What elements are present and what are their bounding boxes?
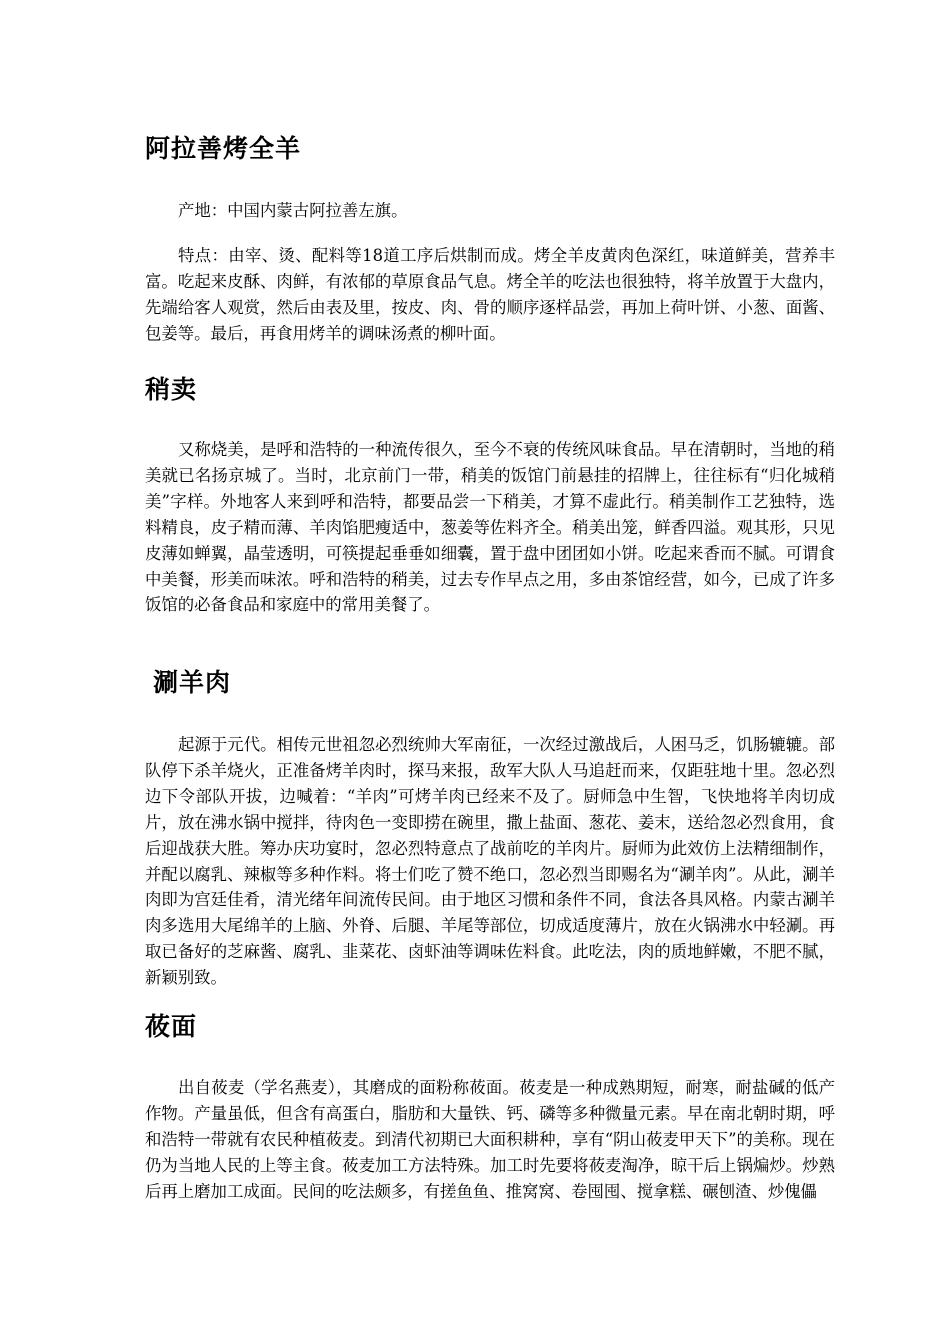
section-title-hot-pot-lamb: 涮羊肉 <box>153 668 232 697</box>
section-title-roast-lamb: 阿拉善烤全羊 <box>145 134 302 163</box>
paragraph-oat-noodles: 出自莜麦（学名燕麦），其磨成的面粉称莜面。莜麦是一种成熟期短，耐寒，耐盐碱的低产作物。产量虽低，但含有高蛋白，脂肪和大量铁、钙、磷等多种微量元素。早在南北朝时期，呼和浩特一带就有农民种植莜麦。到清代初期已大面积耕种，享有“阴山莜麦甲天下”的美称。现在仍为当地人民的上等主食。莜麦加工方法特殊。加工时先要将莜麦淘净，晾干后上锅煸炒。炒熟后再上磨加工成面。民间的吃法颇多，有搓鱼鱼、推窝窝、卷囤囤、搅拿糕、碾刨渣、炒傀儡 <box>145 1078 835 1201</box>
section-title-oat-noodles: 莜面 <box>145 1012 198 1041</box>
paragraph-hot-pot-lamb: 起源于元代。相传元世祖忽必烈统帅大军南征，一次经过激战后，人困马乏，饥肠辘辘。部队停下杀羊烧火，正准备烤羊肉时，探马来报，敌军大队人马追赶而来，仅距驻地十里。忽必烈边下令部队开拔，边喊着：“羊肉”可烤羊肉已经来不及了。厨师急中生智，飞快地将羊肉切成片，放在沸水锅中搅拌，待肉色一变即捞在碗里，撒上盐面、葱花、姜末，送给忽必烈食用，食后迎战获大胜。筹办庆功宴时，忽必烈特意点了战前吃的羊肉片。厨师为此效仿上法精细制作，并配以腐乳、辣椒等多种作料。将士们吃了赞不绝口，忽必烈当即赐名为“涮羊肉”。从此，涮羊肉即为宫廷佳肴，清光绪年间流传民间。由于地区习惯和条件不同，食法各具风格。内蒙古涮羊肉多选用大尾绵羊的上脑、外脊、后腿、羊尾等部位，切成适度薄片，放在火锅沸水中轻涮。再取已备好的芝麻酱、腐乳、韭菜花、卤虾油等调味佐料食。此吃法，肉的质地鲜嫩，不肥不腻，新颖别致。 <box>145 735 835 988</box>
section-title-shaomai: 稍卖 <box>145 375 198 404</box>
paragraph-shaomai: 又称烧美，是呼和浩特的一种流传很久，至今不衰的传统风味食品。早在清朝时，当地的稍美就已名扬京城了。当时，北京前门一带，稍美的饭馆门前悬挂的招牌上，往往标有“归化城稍美”字样。外地客人来到呼和浩特，都要品尝一下稍美，才算不虚此行。稍美制作工艺独特，选料精良，皮子精而薄、羊肉馅肥瘦适中，葱姜等佐料齐全。稍美出笼，鲜香四溢。观其形，只见皮薄如蝉翼，晶莹透明，可筷提起垂垂如细囊，置于盘中团团如小饼。吃起来香而不腻。可谓食中美餐，形美而味浓。呼和浩特的稍美，过去专作早点之用，多由茶馆经营，如今，已成了许多饭馆的必备食品和家庭中的常用美餐了。 <box>145 440 835 615</box>
paragraph-origin: 产地：中国内蒙古阿拉善左旗。 <box>178 201 408 220</box>
paragraph-features: 特点：由宰、烫、配料等18道工序后烘制而成。烤全羊皮黄肉色深红，味道鲜美，营养丰富。吃起来皮酥、肉鲜，有浓郁的草原食品气息。烤全羊的吃法也很独特，将羊放置于大盘内，先端给客人观赏，然后由表及里，按皮、肉、骨的顺序逐样品尝，再加上荷叶饼、小葱、面酱、包姜等。最后，再食用烤羊的调味汤煮的柳叶面。 <box>145 246 835 343</box>
